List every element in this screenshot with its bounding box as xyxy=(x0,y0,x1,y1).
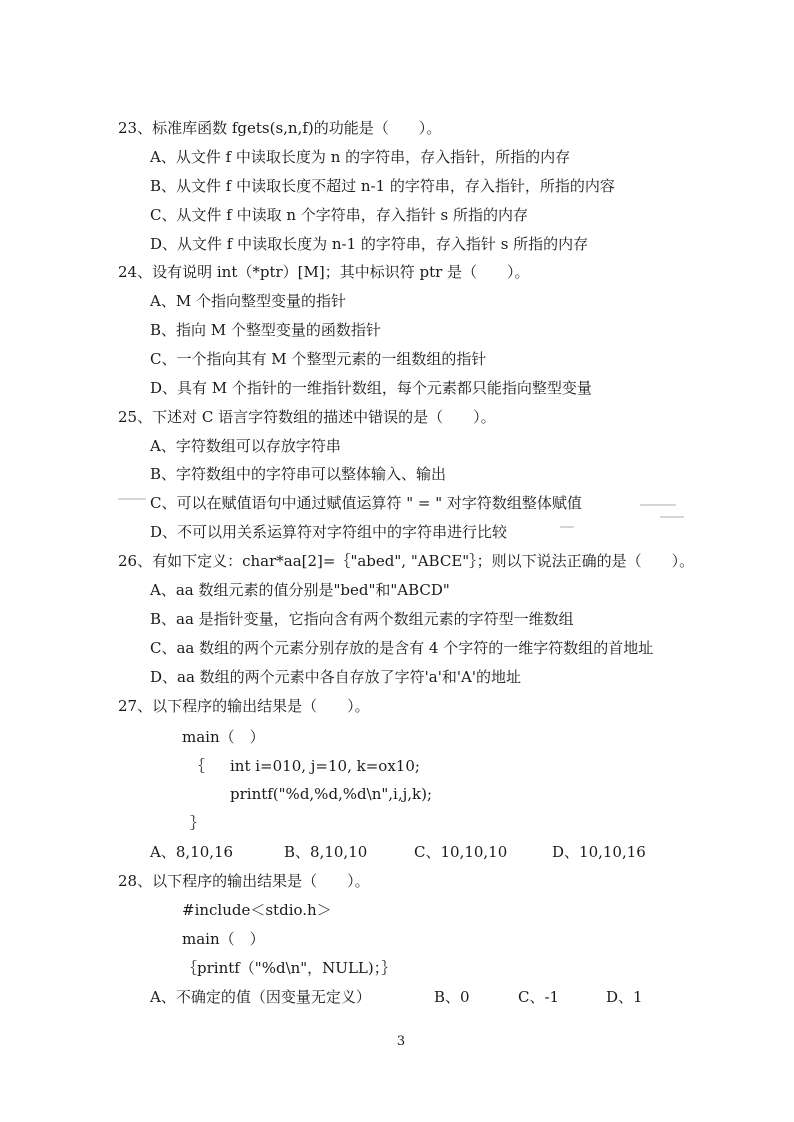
question-27-code-main: main（ ） xyxy=(182,728,265,746)
question-24-stem: 24、设有说明 int（*ptr）[M]；其中标识符 ptr 是（ ）。 xyxy=(118,263,530,281)
question-23-option-a: A、从文件 f 中读取长度为 n 的字符串，存入指针，所指的内存 xyxy=(150,148,571,166)
question-27-code-decl: int i=010, j=10, k=ox10; xyxy=(230,757,420,775)
question-23-option-d: D、从文件 f 中读取长度为 n-1 的字符串，存入指针 s 所指的内存 xyxy=(150,235,589,253)
question-24-option-c: C、一个指向其有 M 个整型元素的一组数组的指针 xyxy=(150,350,487,368)
question-27-code-open-brace: ｛ xyxy=(190,757,206,775)
question-23-option-c: C、从文件 f 中读取 n 个字符串，存入指针 s 所指的内存 xyxy=(150,206,528,224)
question-27-option-c: C、10,10,10 xyxy=(414,843,508,861)
scan-artifact xyxy=(640,504,676,506)
question-26-option-c: C、aa 数组的两个元素分别存放的是含有 4 个字符的一维字符数组的首地址 xyxy=(150,639,654,657)
question-28-code-body: ｛printf（"%d\n"，NULL)；｝ xyxy=(182,959,397,977)
question-25-stem: 25、下述对 C 语言字符数组的描述中错误的是（ ）。 xyxy=(118,408,496,426)
question-25-option-a: A、字符数组可以存放字符串 xyxy=(150,437,341,455)
question-27-code-printf: printf("%d,%d,%d\n",i,j,k); xyxy=(230,785,433,803)
question-24-option-d: D、具有 M 个指针的一维指针数组，每个元素都只能指向整型变量 xyxy=(150,379,592,397)
question-27-option-b: B、8,10,10 xyxy=(284,843,368,861)
question-26-option-b: B、aa 是指针变量，它指向含有两个数组元素的字符型一维数组 xyxy=(150,610,574,628)
question-28-option-c: C、-1 xyxy=(518,988,560,1006)
question-26-option-d: D、aa 数组的两个元素中各自存放了字符'a'和'A'的地址 xyxy=(150,668,521,686)
question-23-stem: 23、标准库函数 fgets(s,n,f)的功能是（ ）。 xyxy=(118,119,442,137)
question-25-option-b: B、字符数组中的字符串可以整体输入、输出 xyxy=(150,465,447,483)
question-26-option-a: A、aa 数组元素的值分别是"bed"和"ABCD" xyxy=(150,581,450,599)
question-28-option-a: A、不确定的值（因变量无定义） xyxy=(150,988,371,1006)
scan-artifact xyxy=(118,498,146,500)
question-28-option-d: D、1 xyxy=(606,988,643,1006)
question-27-code-close-brace: ｝ xyxy=(190,814,206,832)
page-number: 3 xyxy=(396,1034,406,1049)
question-28-option-b: B、0 xyxy=(434,988,470,1006)
question-26-stem: 26、有如下定义：char*aa[2]=｛"abed", "ABCE"｝；则以下说法正确的是（ ）。 xyxy=(118,552,695,570)
question-25-option-d: D、不可以用关系运算符对字符组中的字符串进行比较 xyxy=(150,523,508,541)
question-28-options xyxy=(0,987,794,1007)
question-24-option-b: B、指向 M 个整型变量的函数指针 xyxy=(150,321,381,339)
scan-artifact xyxy=(660,516,684,518)
question-27-option-d: D、10,10,16 xyxy=(552,843,646,861)
question-28-code-include: #include＜stdio.h＞ xyxy=(182,901,332,919)
question-27-stem: 27、以下程序的输出结果是（ ）。 xyxy=(118,697,370,715)
question-24-option-a: A、M 个指向整型变量的指针 xyxy=(150,292,346,310)
question-27-option-a: A、8,10,16 xyxy=(150,843,234,861)
question-28-stem: 28、以下程序的输出结果是（ ）。 xyxy=(118,872,370,890)
question-28-code-main: main（ ） xyxy=(182,930,265,948)
question-27-options xyxy=(0,842,794,862)
question-23-option-b: B、从文件 f 中读取长度不超过 n-1 的字符串，存入指针，所指的内容 xyxy=(150,177,615,195)
question-25-option-c: C、可以在赋值语句中通过赋值运算符 " = " 对字符数组整体赋值 xyxy=(150,494,582,512)
scan-artifact xyxy=(560,526,574,528)
